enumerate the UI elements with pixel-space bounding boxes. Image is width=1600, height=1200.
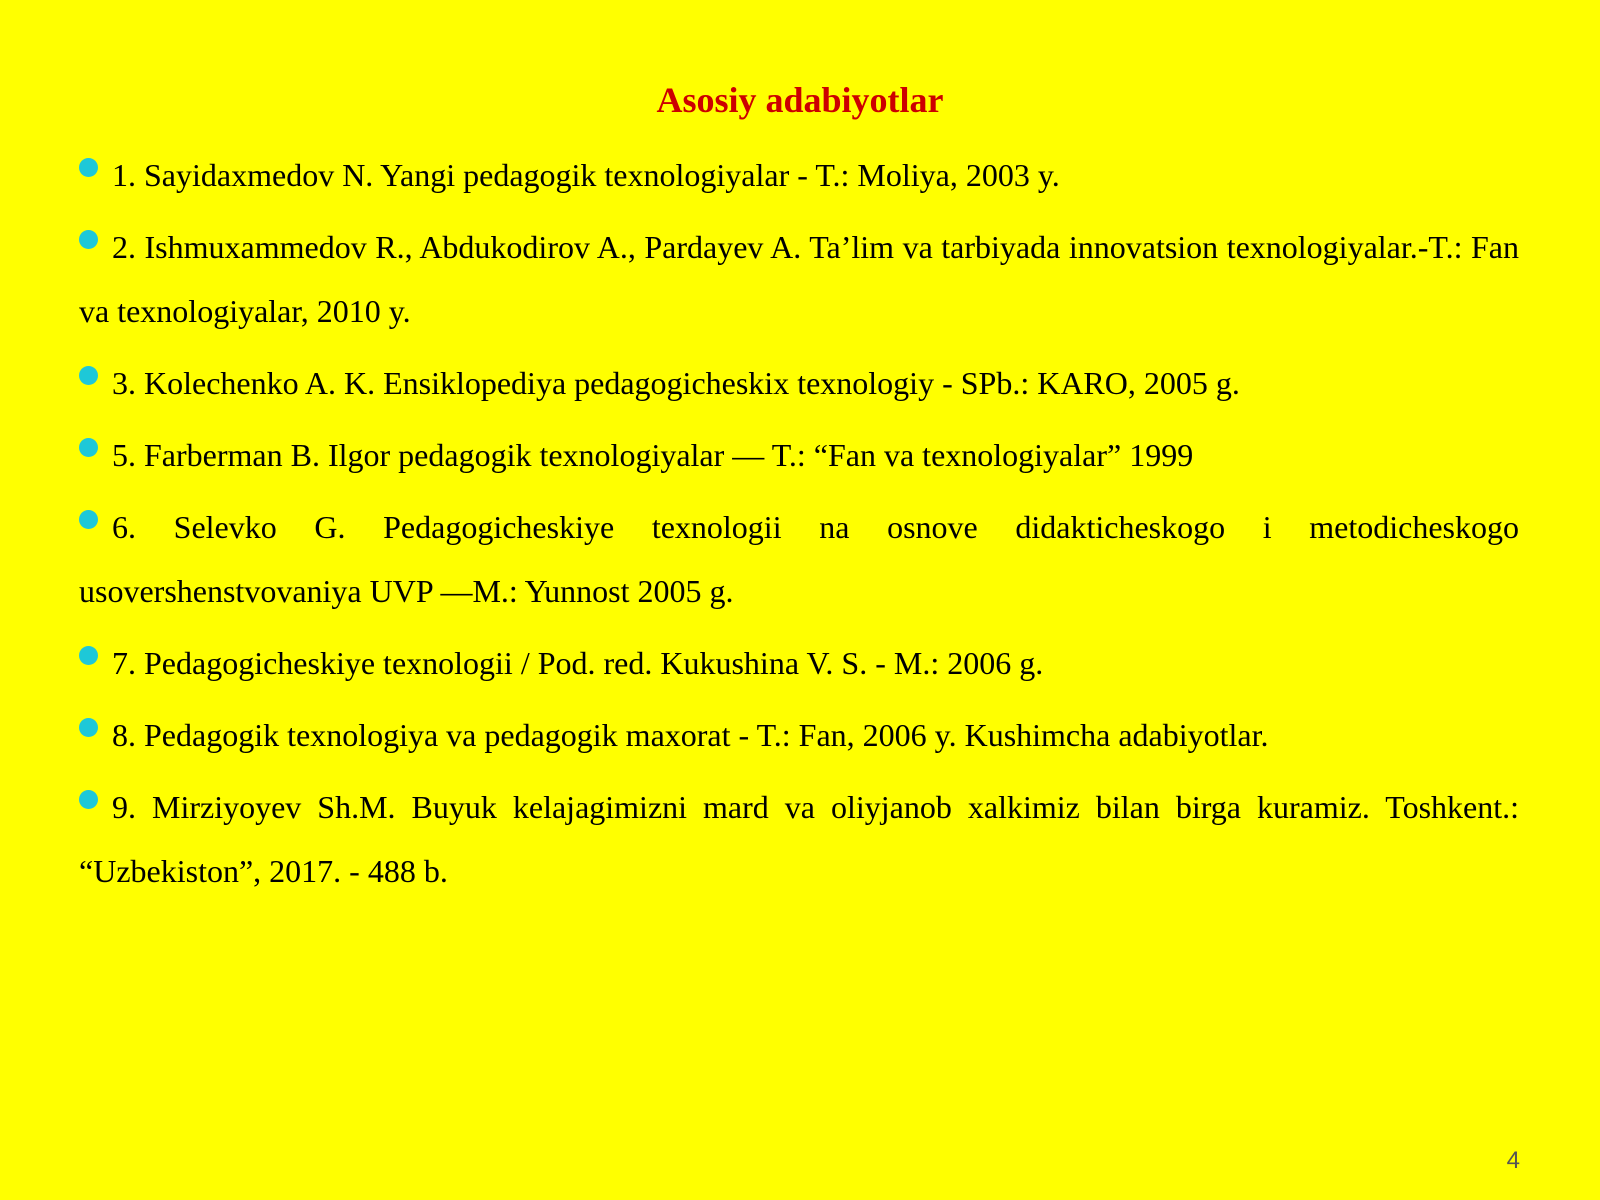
- bullet-dot-icon: [79, 158, 98, 177]
- reference-text: 7. Pedagogicheskiye texnologii / Pod. red. Kukushina V. S. - M.: 2006 g.: [112, 645, 1044, 681]
- bullet-dot-icon: [79, 790, 98, 809]
- bullet-dot-icon: [79, 718, 98, 737]
- reference-item: [79, 775, 1519, 903]
- reference-text: 6. Selevko G. Pedagogicheskiye texnologii na osnove didakticheskogo i metodicheskogo usovershenstvovaniya UVP —M.: Yunnost 2005 g.: [79, 509, 1519, 609]
- reference-item: [79, 423, 1519, 487]
- reference-item: [79, 351, 1519, 415]
- bullet-dot-icon: [79, 230, 98, 249]
- reference-item: [79, 631, 1519, 695]
- reference-item: [79, 703, 1519, 767]
- reference-text: 9. Mirziyoyev Sh.M. Buyuk kelajagimizni mard va oliyjanob xalkimiz bilan birga kuramiz. Toshkent.: “Uzbekiston”, 2017. - 488 b.: [79, 789, 1519, 889]
- reference-text: 2. Ishmuxammedov R., Abdukodirov A., Pardayev A. Ta’lim va tarbiyada innovatsion texnologiyalar.-T.: Fan va texnologiyalar, 2010 y.: [79, 229, 1519, 329]
- slide-title: Asosiy adabiyotlar: [656, 80, 944, 120]
- bullet-dot-icon: [79, 366, 98, 385]
- bullet-dot-icon: [79, 646, 98, 665]
- bullet-dot-icon: [79, 510, 98, 529]
- reference-text: 1. Sayidaxmedov N. Yangi pedagogik texnologiyalar - T.: Moliya, 2003 y.: [112, 157, 1060, 193]
- reference-item: [79, 495, 1519, 623]
- reference-item: [79, 215, 1519, 343]
- reference-text: 5. Farberman B. Ilgor pedagogik texnologiyalar — T.: “Fan va texnologiyalar” 1999: [112, 437, 1194, 473]
- reference-list: [79, 143, 1519, 911]
- reference-item: [79, 143, 1519, 207]
- bullet-dot-icon: [79, 438, 98, 457]
- reference-text: 3. Kolechenko A. K. Ensiklopediya pedagogicheskix texnologiy - SPb.: KARO, 2005 g.: [112, 365, 1240, 401]
- page-number: 4: [1506, 1147, 1520, 1174]
- reference-text: 8. Pedagogik texnologiya va pedagogik maxorat - T.: Fan, 2006 y. Kushimcha adabiyotlar.: [112, 717, 1269, 753]
